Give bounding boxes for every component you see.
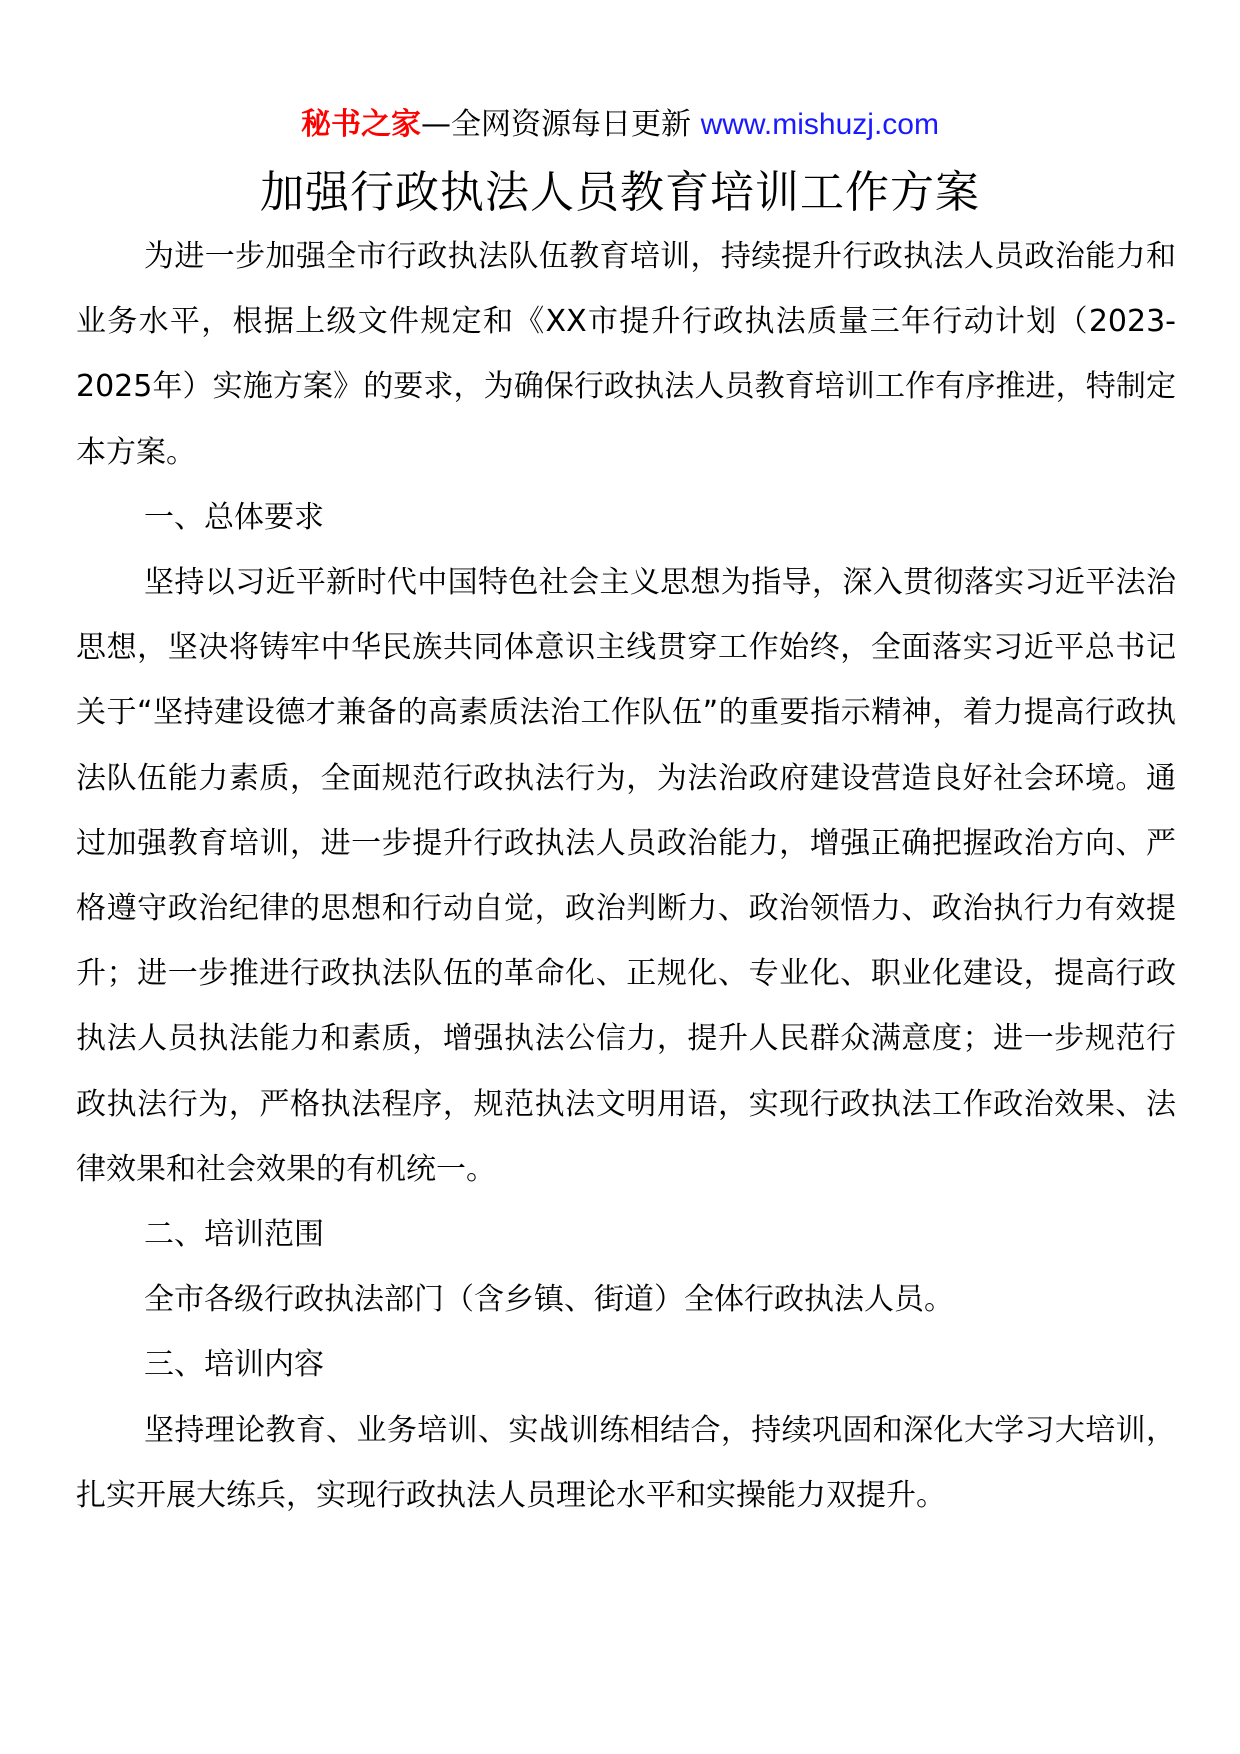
- section-heading-3: 三、培训内容: [144, 1347, 324, 1383]
- scope-paragraph: 全市各级行政执法部门（含乡镇、街道）全体行政执法人员。: [144, 1282, 954, 1318]
- site-link[interactable]: www.mishuzj.com: [700, 108, 939, 141]
- content-paragraph: 坚持理论教育、业务培训、实战训练相结合，持续巩固和深化大学习大培训，扎实开展大练兵，实现行政执法人员理论水平和实操能力双提升。: [76, 1412, 1176, 1513]
- brand-name: 秘书之家: [301, 107, 422, 142]
- document-body: [76, 224, 1176, 1528]
- header-tagline: —全网资源每日更新: [421, 107, 701, 142]
- section-heading-2: 二、培训范围: [144, 1217, 324, 1253]
- requirements-paragraph: 坚持以习近平新时代中国特色社会主义思想为指导，深入贯彻落实习近平法治思想，坚决将铸牢中华民族共同体意识主线贯穿工作始终，全面落实习近平总书记关于“坚持建设德才兼备的高素质法治工作队伍”的重要指示精神，着力提高行政执法队伍能力素质，全面规范行政执法行为，为法治政府建设营造良好社会环境。通过加强教育培训，进一步提升行政执法人员政治能力，增强正确把握政治方向、严格遵守政治纪律的思想和行动自觉，政治判断力、政治领悟力、政治执行力有效提升；进一步推进行政执法队伍的革命化、正规化、专业化、职业化建设，提高行政执法人员执法能力和素质，增强执法公信力，提升人民群众满意度；进一步规范行政执法行为，严格执法程序，规范执法文明用语，实现行政执法工作政治效果、法律效果和社会效果的有机统一。: [76, 565, 1176, 1187]
- section-heading-1: 一、总体要求: [144, 499, 324, 535]
- document-title: 加强行政执法人员教育培训工作方案: [260, 167, 980, 218]
- intro-paragraph: 为进一步加强全市行政执法队伍教育培训，持续提升行政执法人员政治能力和业务水平，根据上级文件规定和《XX市提升行政执法质量三年行动计划（2023-2025年）实施方案》的要求，为确保行政执法人员教育培训工作有序推进，特制定本方案。: [76, 239, 1176, 470]
- header-banner: [0, 100, 1240, 150]
